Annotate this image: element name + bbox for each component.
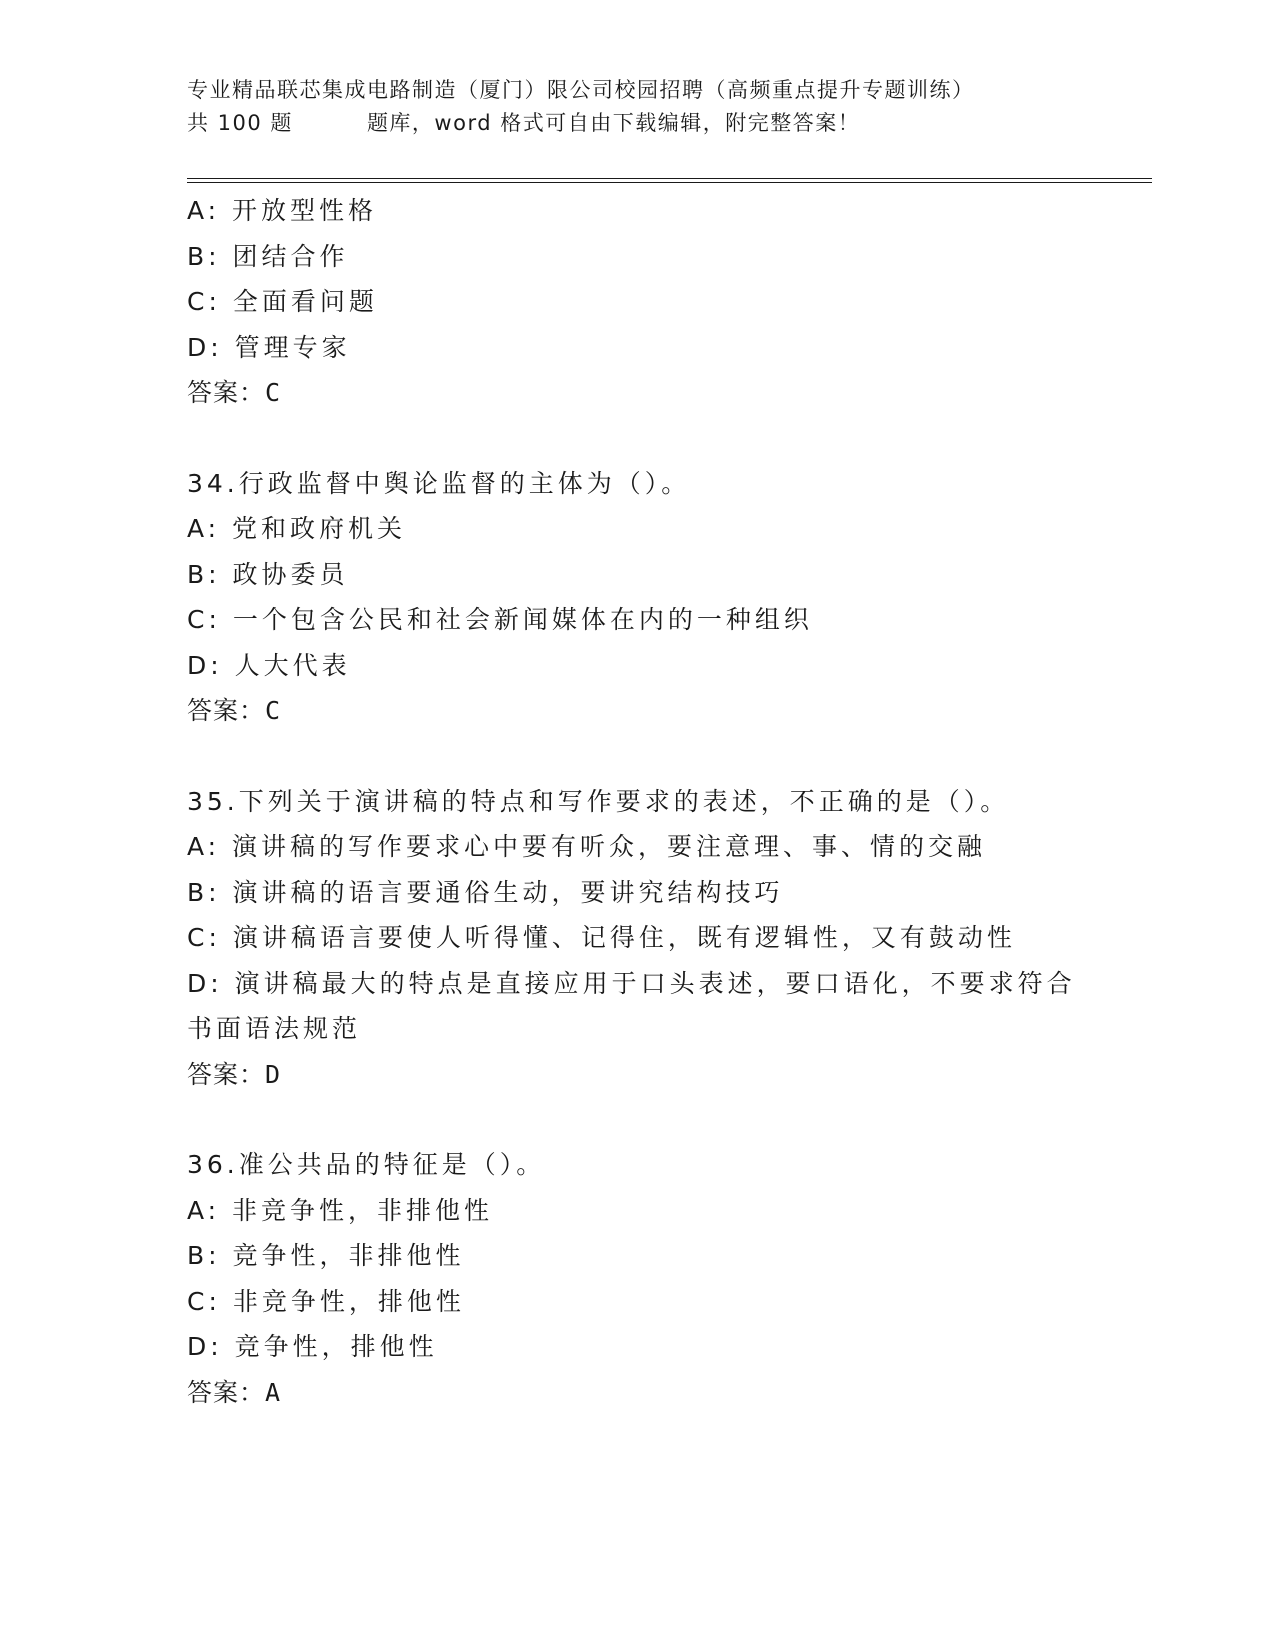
question-stem: 34.行政监督中舆论监督的主体为（）。 (187, 468, 691, 498)
document-page (187, 0, 1152, 1650)
question-36 (187, 1142, 1152, 1415)
option-a: A: 演讲稿的写作要求心中要有听众，要注意理、事、情的交融 (187, 832, 987, 861)
option-a: A: 开放型性格 (187, 196, 378, 225)
answer-label: 答案： (187, 378, 266, 407)
answer-key: A (265, 1377, 282, 1407)
question-35 (187, 779, 1152, 1098)
answer-key: D (265, 1059, 282, 1089)
option-a: A: 党和政府机关 (187, 514, 407, 543)
question-stem: 36.准公共品的特征是（）。 (187, 1150, 546, 1179)
answer-line (187, 688, 1152, 734)
option-b: B: 竞争性，非排他性 (187, 1241, 465, 1270)
header-question-count: 共 100 题 (187, 111, 293, 135)
header-description: 题库，word 格式可自由下载编辑，附完整答案！ (366, 111, 861, 135)
option-b: B: 政协委员 (187, 559, 349, 589)
answer-key: C (265, 696, 282, 725)
header-divider (187, 178, 1152, 183)
option-c: C: 演讲稿语言要使人听得懂、记得住，既有逻辑性，又有鼓动性 (187, 923, 1016, 952)
answer-label: 答案： (187, 1059, 266, 1089)
question-33 (187, 188, 1152, 416)
option-d: D: 人大代表 (187, 650, 351, 680)
question-stem: 35.下列关于演讲稿的特点和写作要求的表述，不正确的是（）。 (187, 786, 1010, 816)
option-b: B: 演讲稿的语言要通俗生动，要讲究结构技巧 (187, 877, 784, 907)
option-c: C: 全面看问题 (187, 287, 378, 316)
header-title-line2 (187, 107, 1152, 140)
option-c: C: 一个包含公民和社会新闻媒体在内的一种组织 (187, 605, 813, 634)
page-header (187, 74, 1152, 140)
question-34 (187, 461, 1152, 734)
answer-label: 答案： (187, 1377, 266, 1407)
option-b: B: 团结合作 (187, 241, 349, 271)
option-c: C: 非竞争性，排他性 (187, 1286, 465, 1316)
option-d: D: 演讲稿最大的特点是直接应用于口头表述，要口语化，不要求符合 (187, 968, 1076, 998)
option-d-continued: 书面语法规范 (187, 1014, 362, 1043)
answer-line (187, 1052, 1152, 1098)
question-list (187, 188, 1152, 1415)
answer-line (187, 1370, 1152, 1416)
option-a: A: 非竞争性，非排他性 (187, 1195, 494, 1225)
answer-line (187, 370, 1152, 416)
option-d: D: 竞争性，排他性 (187, 1332, 438, 1361)
header-title-line1: 专业精品联芯集成电路制造（厦门）限公司校园招聘（高频重点提升专题训练） (187, 78, 975, 102)
answer-label: 答案： (187, 696, 266, 725)
answer-key: C (265, 378, 282, 407)
option-d: D: 管理专家 (187, 332, 351, 362)
